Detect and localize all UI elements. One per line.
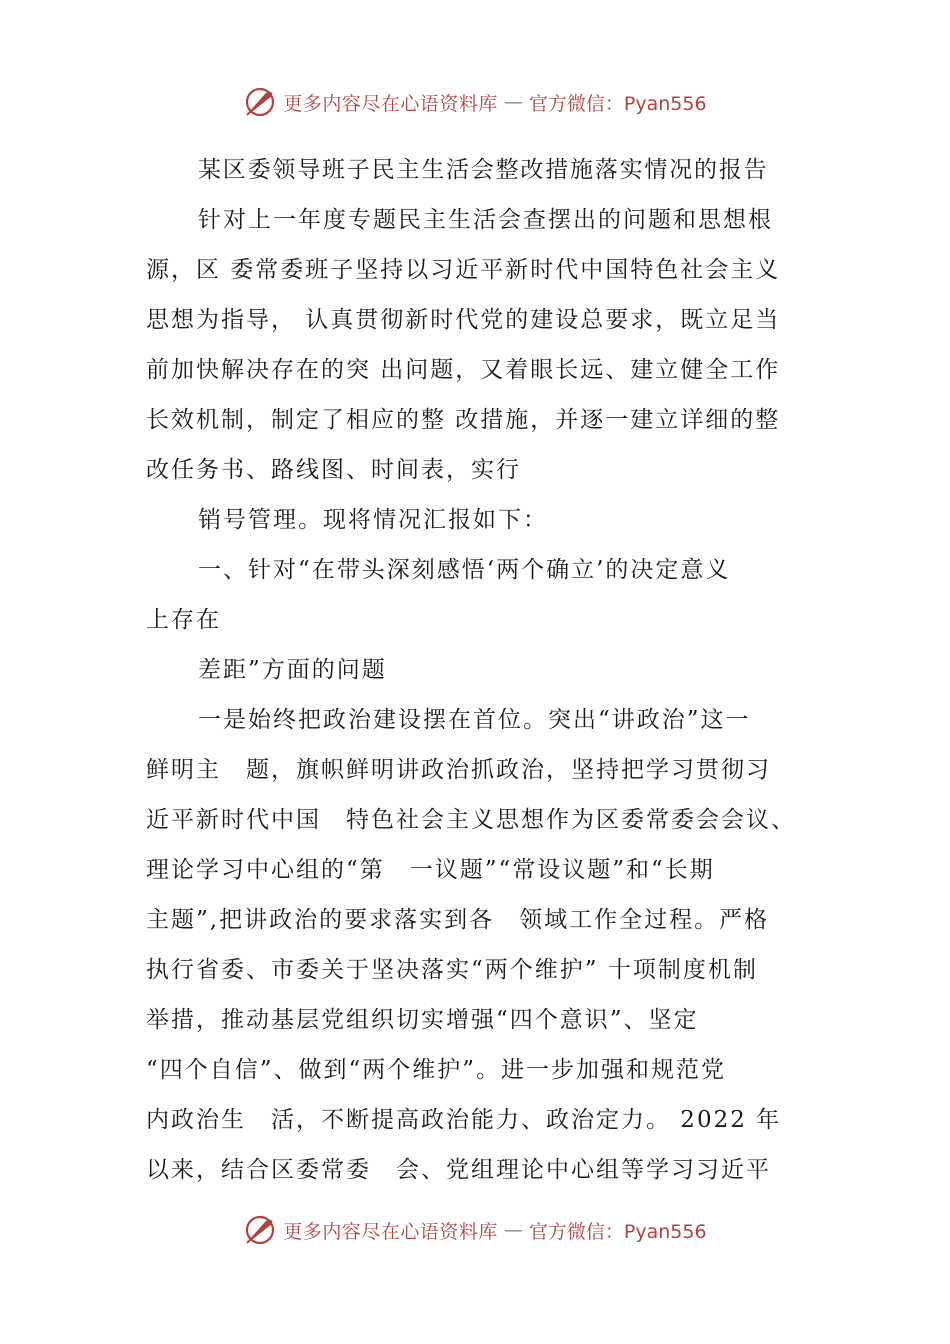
paragraph-line: 改任务书、路线图、时间表，实行 — [146, 457, 521, 483]
banner-dash: — — [503, 1219, 523, 1241]
paragraph-line: 近平新时代中国 特色社会主义思想作为区委常委会会议、 — [146, 807, 796, 833]
quill-pen-circle-icon — [243, 1213, 277, 1247]
paragraph-line: 针对上一年度专题民主生活会查摆出的问题和思想根 — [198, 207, 773, 233]
banner-wechat-text: 官方微信：Pyan556 — [528, 92, 707, 115]
paragraph-line: 长效机制，制定了相应的整 改措施，并逐一建立详细的整 — [146, 407, 781, 433]
paragraph-line: “四个自信”、做到“两个维护”。进一步加强和规范党 — [146, 1057, 727, 1083]
paragraph-line: 前加快解决存在的突 出问题，又着眼长远、建立健全工作 — [146, 357, 781, 383]
paragraph-line: 以来，结合区委常委 会、党组理论中心组等学习习近平 — [146, 1157, 771, 1183]
footer-banner — [0, 1210, 950, 1250]
paragraph-line: 执行省委、市委关于坚决落实“两个维护” 十项制度机制 — [146, 957, 758, 983]
section-heading-line: 差距”方面的问题 — [198, 657, 387, 683]
header-banner — [0, 82, 950, 122]
paragraph-line: 内政治生 活，不断提高政治能力、政治定力。 2022 年 — [146, 1107, 782, 1133]
paragraph-line: 销号管理。现将情况汇报如下： — [198, 507, 548, 533]
paragraph-line: 理论学习中心组的“第 一议题”“常设议题”和“长期 — [146, 857, 715, 883]
document-body — [146, 145, 806, 1195]
paragraph-line: 思想为指导， 认真贯彻新时代党的建设总要求，既立足当 — [146, 307, 781, 333]
paragraph-line: 源，区 委常委班子坚持以习近平新时代中国特色社会主义 — [146, 257, 781, 283]
paragraph-line: 一是始终把政治建设摆在首位。突出“讲政治”这一 — [198, 707, 751, 733]
paragraph-line: 主题”,把讲政治的要求落实到各 领域工作全过程。严格 — [146, 907, 770, 933]
banner-library-text: 更多内容尽在心语资料库 — [283, 92, 498, 115]
paragraph-line: 鲜明主 题，旗帜鲜明讲政治抓政治，坚持把学习贯彻习 — [146, 757, 771, 783]
banner-wechat-text: 官方微信：Pyan556 — [528, 1220, 707, 1243]
section-heading-line: 一、针对“在带头深刻感悟‘两个确立’的决定意义 — [198, 557, 731, 583]
banner-dash: — — [503, 91, 523, 113]
document-title: 某区委领导班子民主生活会整改措施落实情况的报告 — [198, 157, 769, 183]
quill-pen-circle-icon — [243, 85, 277, 119]
banner-library-text: 更多内容尽在心语资料库 — [283, 1220, 498, 1243]
paragraph-line: 举措，推动基层党组织切实增强“四个意识”、坚定 — [146, 1007, 699, 1033]
section-heading-line: 上存在 — [146, 607, 221, 633]
